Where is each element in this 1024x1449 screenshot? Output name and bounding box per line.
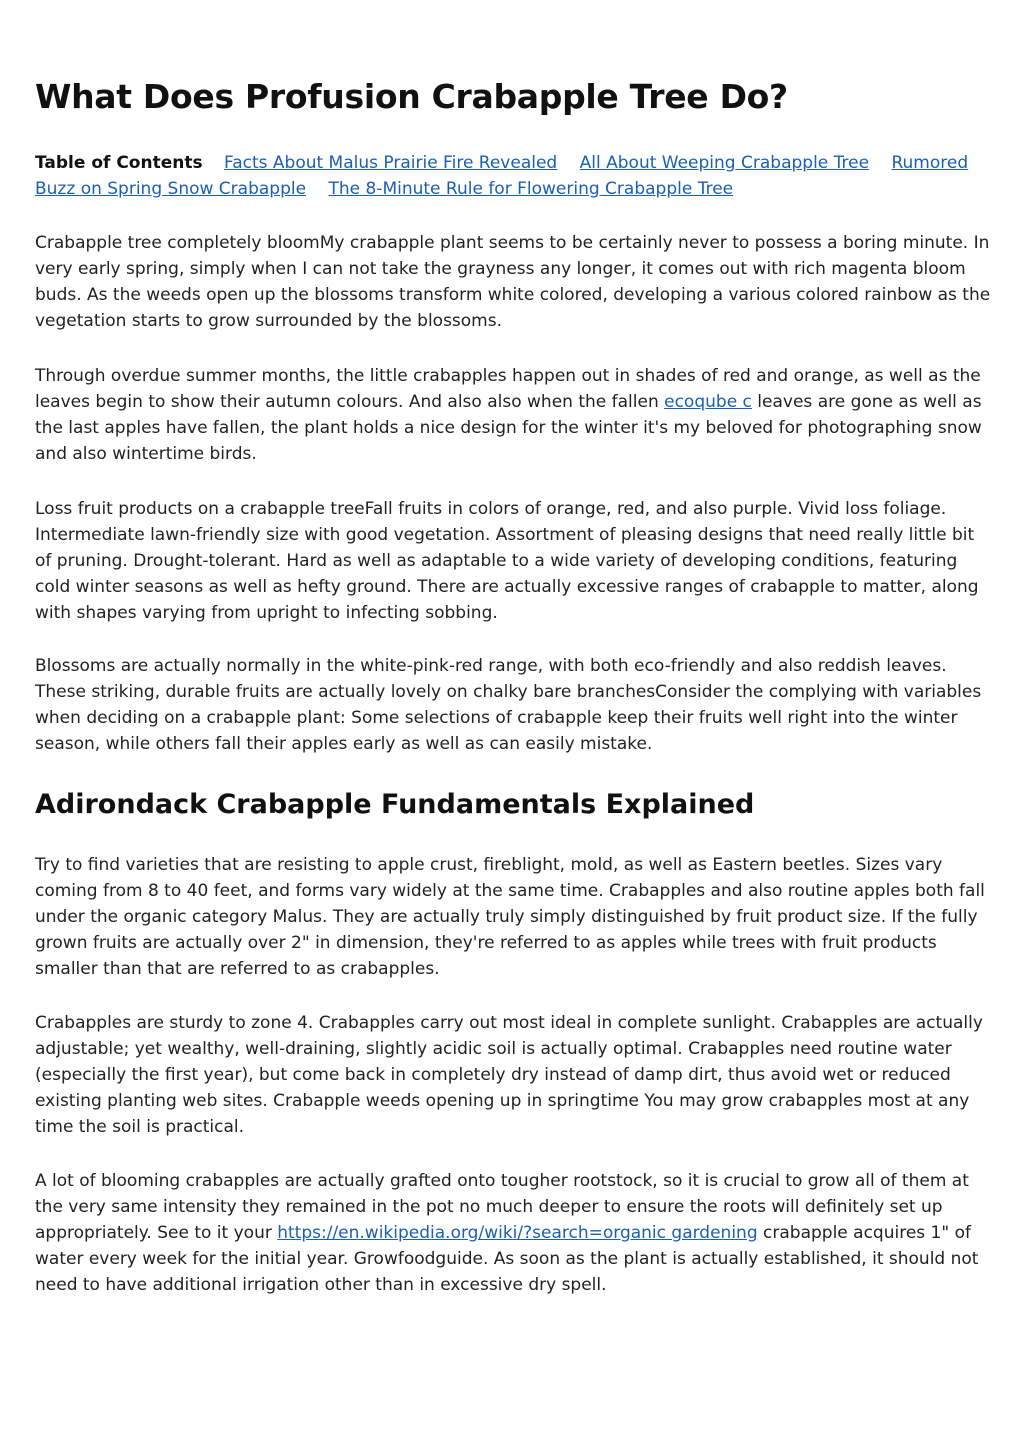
paragraph-2-text-after: leaves are gone as well as the last apples have fallen, the plant holds a nice design for the winter it's my beloved for photographing snow and also wintertime birds. xyxy=(35,392,982,464)
paragraph-1: Crabapple tree completely bloomMy crabapple plant seems to be certainly never to possess a boring minute. In very early spring, simply when I can not take the grayness any longer, it comes out with rich magenta bloom buds. As the weeds open up the blossoms transform white colored, developing a various colored rainbow as the vegetation starts to grow surrounded by the blossoms. xyxy=(35,233,991,331)
toc-link-flowering-crabapple[interactable]: The 8-Minute Rule for Flowering Crabapple Tree xyxy=(328,179,734,199)
paragraph-7-text-after: crabapple acquires 1" of water every week for the initial year. Growfoodguide. As soon as the plant is actually established, it should not need to have additional irrigation other than in excessive dry spell. xyxy=(35,1223,979,1295)
page-title: What Does Profusion Crabapple Tree Do? xyxy=(35,77,788,116)
toc-link-weeping-crabapple[interactable]: All About Weeping Crabapple Tree xyxy=(579,153,870,173)
inline-link-ecoqube[interactable]: ecoqube c xyxy=(664,392,752,412)
toc-link-malus-prairie-fire[interactable]: Facts About Malus Prairie Fire Revealed xyxy=(223,153,558,173)
paragraph-7-text-before: A lot of blooming crabapples are actually grafted onto tougher rootstock, so it is crucial to grow all of them at the very same intensity they remained in the pot no much deeper to ensure the roots will definitely set up appropriately. See to it your xyxy=(35,1171,969,1243)
paragraph-7 xyxy=(35,1168,993,1298)
table-of-contents xyxy=(35,150,993,202)
paragraph-2-text-before: Through overdue summer months, the little crabapples happen out in shades of red and orange, as well as the leaves begin to show their autumn colours. And also also when the fallen xyxy=(35,366,981,412)
paragraph-2 xyxy=(35,363,993,467)
toc-label: Table of Contents xyxy=(35,153,203,173)
paragraph-6: Crabapples are sturdy to zone 4. Crabapples carry out most ideal in complete sunlight. Crabapples are actually adjustable; yet wealthy, well-draining, slightly acidic soil is actually optimal. Crabapples need routine water (especially the first year), but come back in completely dry instead of damp dirt, thus avoid wet or reduced existing planting web sites. Crabapple weeds opening up in springtime You may grow crabapples most at any time the soil is practical. xyxy=(35,1013,983,1137)
paragraph-4: Blossoms are actually normally in the white-pink-red range, with both eco-friendly and also reddish leaves. These striking, durable fruits are actually lovely on chalky bare branchesConsider the complying with variables when deciding on a crabapple plant: Some selections of crabapple keep their fruits well right into the winter season, while others fall their apples early as well as can easily mistake. xyxy=(35,656,982,754)
paragraph-3: Loss fruit products on a crabapple treeFall fruits in colors of orange, red, and also purple. Vivid loss foliage. Intermediate lawn-friendly size with good vegetation. Assortment of pleasing designs that need really little bit of pruning. Drought-tolerant. Hard as well as adaptable to a wide variety of developing conditions, featuring cold winter seasons as well as hefty ground. There are actually excessive ranges of crabapple to matter, along with shapes varying from upright to infecting sobbing. xyxy=(35,499,979,623)
paragraph-5: Try to find varieties that are resisting to apple crust, fireblight, mold, as well as Eastern beetles. Sizes vary coming from 8 to 40 feet, and forms vary widely at the same time. Crabapples and also routine apples both fall under the organic category Malus. They are actually truly simply distinguished by fruit product size. If the fully grown fruits are actually over 2" in dimension, they're referred to as apples while trees with fruit products smaller than that are referred to as crabapples. xyxy=(35,855,985,979)
inline-link-wikipedia-organic-gardening[interactable]: https://en.wikipedia.org/wiki/?search=organic gardening xyxy=(277,1223,758,1243)
toc-link-spring-snow-crabapple[interactable]: Rumored Buzz on Spring Snow Crabapple xyxy=(35,153,969,199)
section-heading: Adirondack Crabapple Fundamentals Explained xyxy=(35,789,755,820)
